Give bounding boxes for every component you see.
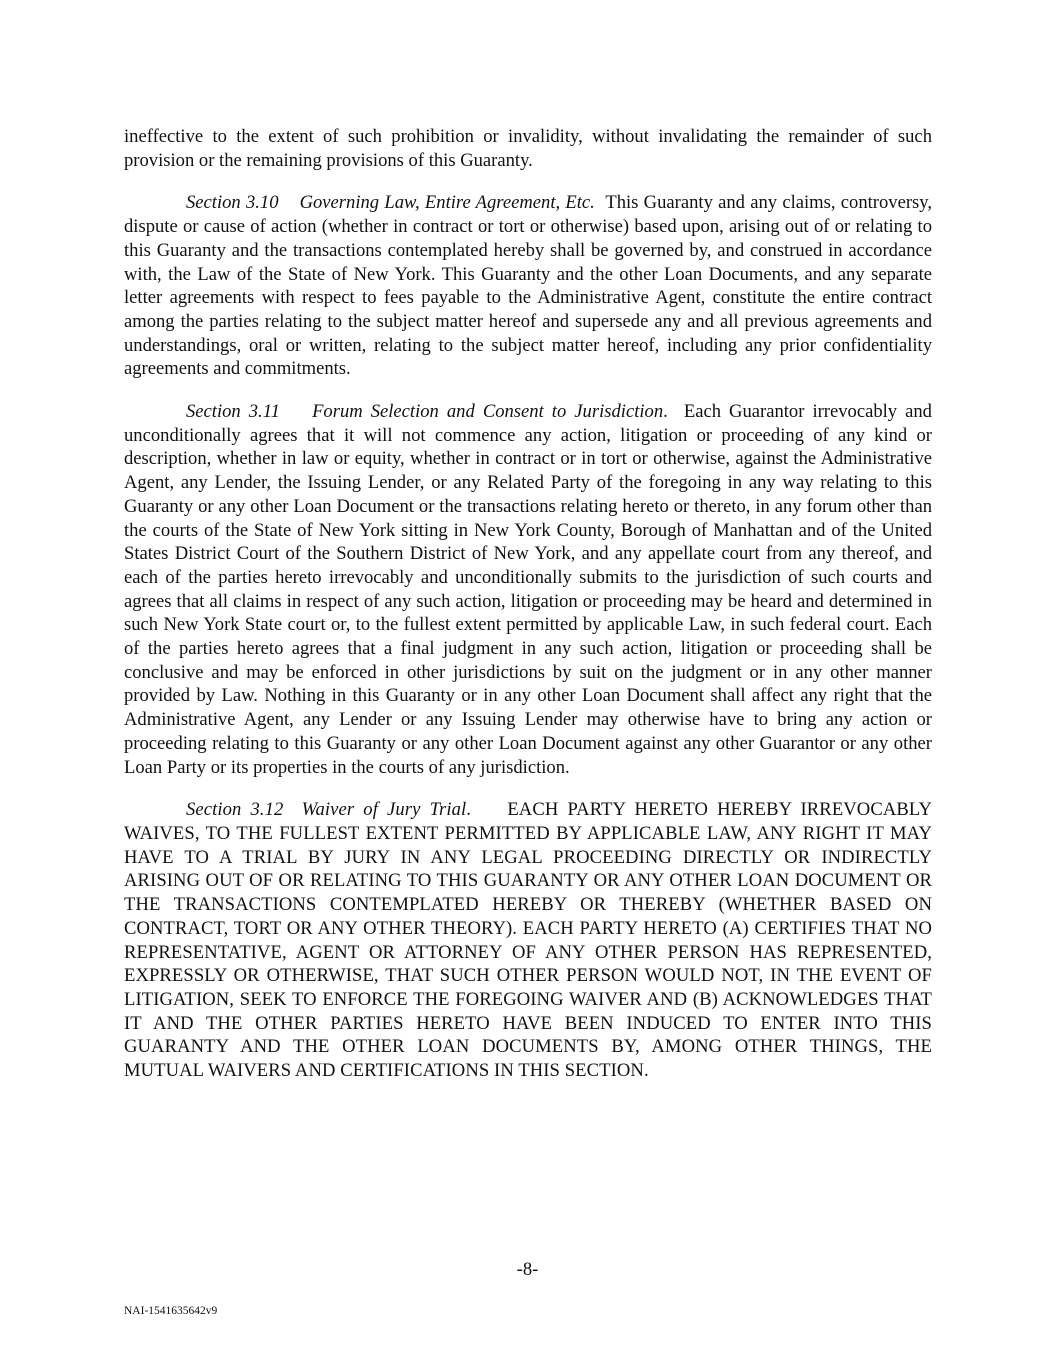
section-number: Section 3.10 — [186, 192, 279, 214]
section-3-11: Section 3.11 Forum Selection and Consent to Jurisdiction. Each Guarantor irrevocably and unconditionally agrees that it will not commence any action, litigation or proceeding of any kind or description, whether in law or equity, whether in contract or in tort or otherwise, against the Administrative Agent, any Lender, the Issuing Lender, or any Related Party of the foregoing in any way relating to this Guaranty or any other Loan Document or the transactions relating hereto or thereto, in any forum other than the courts of the State of New York sitting in New York County, Borough of Manhattan and of the United States District Court of the Southern District of New York, and any appellate court from any thereof, and each of the parties hereto irrevocably and unconditionally submits to the jurisdiction of such courts and agrees that all claims in respect of any such action, litigation or proceeding may be heard and determined in such New York State court or, to the fullest extent permitted by applicable Law, in such federal court. Each of the parties hereto agrees that a final judgment in any such action, litigation or proceeding shall be conclusive and may be enforced in other jurisdictions by suit on the judgment or in any other manner provided by Law. Nothing in this Guaranty or in any other Loan Document shall affect any right that the Administrative Agent, any Lender or any Issuing Lender may otherwise have to bring any action or proceeding relating to this Guaranty or any other Loan Document against any other Guarantor or any other Loan Party or its properties in the courts of any jurisdiction. — [124, 401, 932, 778]
section-title: Waiver of Jury Trial — [301, 799, 467, 821]
document-id: NAI-1541635642v9 — [124, 1305, 218, 1317]
page-number: -8- — [516, 1259, 539, 1280]
section-title: Forum Selection and Consent to Jurisdiction — [312, 401, 664, 423]
continuation-paragraph: ineffective to the extent of such prohibition or invalidity, without invalidating the remainder of such provision or the remaining provisions of this Guaranty. — [124, 126, 932, 171]
section-body: Each Guarantor irrevocably and unconditionally agrees that it will not commence any action, litigation or proceeding of any kind or description, whether in law or equity, whether in contract or in tort or otherwise, against the Administrative Agent, any Lender, the Issuing Lender, or any Related Party of the foregoing in any way relating to this Guaranty or any other Loan Document or the transactions relating hereto or thereto, in any forum other than the courts of the State of New York sitting in New York County, Borough of Manhattan and of the United States District Court of the Southern District of New York, and any appellate court from any thereof, and each of the parties hereto irrevocably and unconditionally submits to the jurisdiction of such courts and agrees that all claims in respect of any such action, litigation or proceeding may be heard and determined in such New York State court or, to the fullest extent permitted by applicable Law, in such federal court. Each of the parties hereto agrees that a final judgment in any such action, litigation or proceeding shall be conclusive and may be enforced in other jurisdictions by suit on the judgment or in any other manner provided by Law. Nothing in this Guaranty or in any other Loan Document shall affect any right that the Administrative Agent, any Lender or any Issuing Lender may otherwise have to bring any action or proceeding relating to this Guaranty or any other Loan Document against any other Guarantor or any other Loan Party or its properties in the courts of any jurisdiction. — [124, 401, 932, 778]
section-3-12: Section 3.12 Waiver of Jury Trial. EACH PARTY HERETO HEREBY IRREVOCABLY WAIVES, TO THE FULLEST EXTENT PERMITTED BY APPLICABLE LAW, ANY RIGHT IT MAY HAVE TO A TRIAL BY JURY IN ANY LEGAL PROCEEDING DIRECTLY OR INDIRECTLY ARISING OUT OF OR RELATING TO THIS GUARANTY OR ANY OTHER LOAN DOCUMENT OR THE TRANSACTIONS CONTEMPLATED HEREBY OR THEREBY (WHETHER BASED ON CONTRACT, TORT OR ANY OTHER THEORY). EACH PARTY HERETO (A) CERTIFIES THAT NO REPRESENTATIVE, AGENT OR ATTORNEY OF ANY OTHER PERSON HAS REPRESENTED, EXPRESSLY OR OTHERWISE, THAT SUCH OTHER PERSON WOULD NOT, IN THE EVENT OF LITIGATION, SEEK TO ENFORCE THE FOREGOING WAIVER AND (B) ACKNOWLEDGES THAT IT AND THE OTHER PARTIES HERETO HAVE BEEN INDUCED TO ENTER INTO THIS GUARANTY AND THE OTHER LOAN DOCUMENTS BY, AMONG OTHER THINGS, THE MUTUAL WAIVERS AND CERTIFICATIONS IN THIS SECTION. — [124, 799, 932, 1082]
section-3-10 — [124, 191, 932, 381]
section-number: Section 3.12 — [186, 799, 284, 821]
document-page — [124, 125, 932, 1102]
section-number: Section 3.11 — [186, 401, 280, 423]
section-body: This Guaranty and any claims, controversy, dispute or cause of action (whether in contract or tort or otherwise) based upon, arising out of or relating to this Guaranty and the transactions contemplated hereby shall be governed by, and construed in accordance with, the Law of the State of New York. This Guaranty and the other Loan Documents, and any separate letter agreements with respect to fees payable to the Administrative Agent, constitute the entire contract among the parties relating to the subject matter hereof and supersede any and all previous agreements and understandings, oral or written, relating to the subject matter hereof, including any prior confidentiality agreements and commitments. — [124, 192, 933, 380]
section-body: EACH PARTY HERETO HEREBY IRREVOCABLY WAIVES, TO THE FULLEST EXTENT PERMITTED BY APPLICABLE LAW, ANY RIGHT IT MAY HAVE TO A TRIAL BY JURY IN ANY LEGAL PROCEEDING DIRECTLY OR INDIRECTLY ARISING OUT OF OR RELATING TO THIS GUARANTY OR ANY OTHER LOAN DOCUMENT OR THE TRANSACTIONS CONTEMPLATED HEREBY OR THEREBY (WHETHER BASED ON CONTRACT, TORT OR ANY OTHER THEORY). EACH PARTY HERETO (A) CERTIFIES THAT NO REPRESENTATIVE, AGENT OR ATTORNEY OF ANY OTHER PERSON HAS REPRESENTED, EXPRESSLY OR OTHERWISE, THAT SUCH OTHER PERSON WOULD NOT, IN THE EVENT OF LITIGATION, SEEK TO ENFORCE THE FOREGOING WAIVER AND (B) ACKNOWLEDGES THAT IT AND THE OTHER PARTIES HERETO HAVE BEEN INDUCED TO ENTER INTO THIS GUARANTY AND THE OTHER LOAN DOCUMENTS BY, AMONG OTHER THINGS, THE MUTUAL WAIVERS AND CERTIFICATIONS IN THIS SECTION. — [124, 799, 932, 1082]
section-title: Governing Law, Entire Agreement, Etc. — [299, 192, 595, 214]
